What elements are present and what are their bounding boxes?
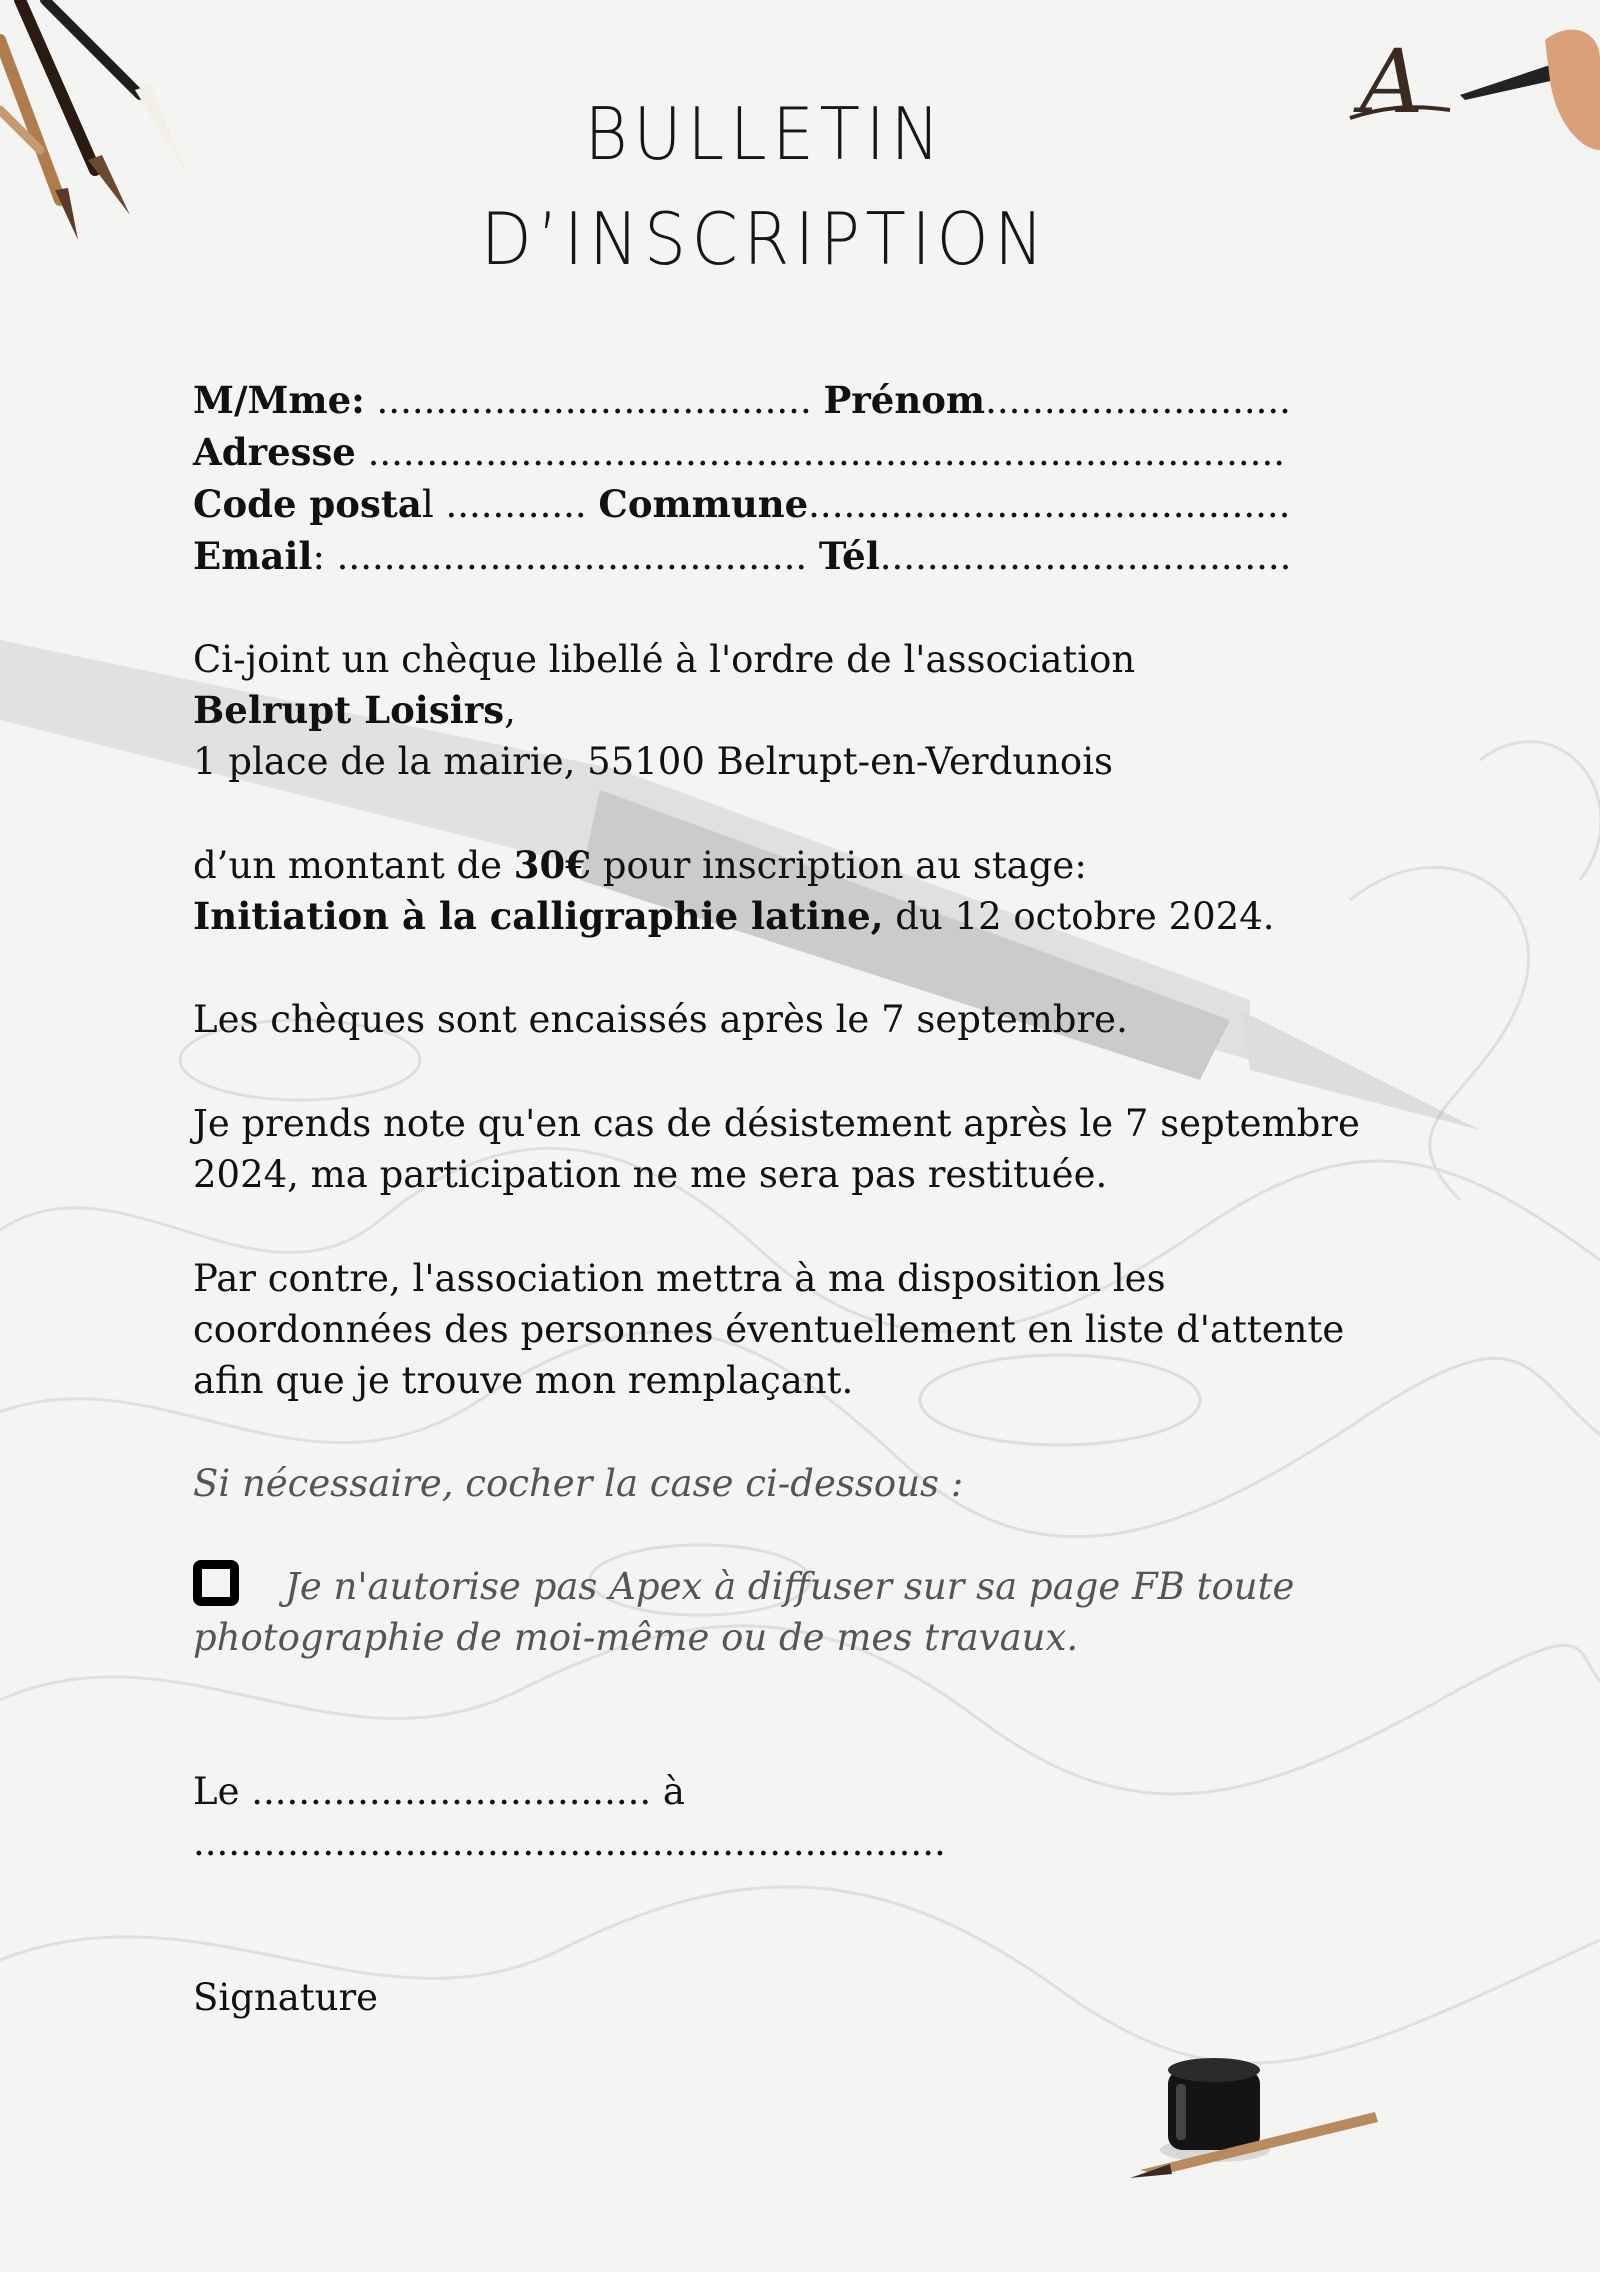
form-row-postal-city xyxy=(193,478,1290,531)
page-title-line-1: BULLETIN xyxy=(584,92,946,176)
course-line xyxy=(193,891,1275,942)
withdrawal-line-2: 2024, ma participation ne me sera pas restituée. xyxy=(193,1153,1108,1196)
phone-field[interactable]: ................................... xyxy=(879,535,1292,578)
postal-code-label: Code posta xyxy=(193,482,422,526)
signature-label: Signature xyxy=(193,1976,379,2019)
cheque-paragraph xyxy=(193,634,1135,787)
photo-consent-text xyxy=(193,1561,1294,1663)
page-title-line-2: D’INSCRIPTION xyxy=(480,197,1050,281)
civility-label: M/Mme: xyxy=(193,378,365,422)
amount-value: 30€ xyxy=(513,843,592,887)
email-colon: : xyxy=(312,535,325,578)
email-field[interactable]: ........................................ xyxy=(324,535,819,578)
address-field[interactable]: .............................................................................. xyxy=(355,431,1285,474)
form-row-email-phone xyxy=(193,530,1291,583)
cheque-line-1: Ci-joint un chèque libellé à l'ordre de l'association xyxy=(193,638,1136,681)
amount-prefix: d’un montant de xyxy=(193,844,514,887)
form-row-address xyxy=(193,426,1285,479)
firstname-field[interactable]: .......................... xyxy=(985,379,1291,422)
amount-paragraph xyxy=(193,840,1275,942)
phone-label: Tél xyxy=(818,534,880,578)
association-name: Belrupt Loisirs xyxy=(193,688,505,732)
city-field[interactable]: ......................................... xyxy=(808,483,1291,526)
amount-suffix: pour inscription au stage: xyxy=(591,844,1087,887)
withdrawal-line-1: Je prends note qu'en cas de désistement après le 7 septembre xyxy=(193,1102,1360,1145)
course-date: du 12 octobre 2024. xyxy=(883,895,1275,938)
date-line[interactable]: Le .................................. à xyxy=(193,1770,685,1813)
association-address: 1 place de la mairie, 55100 Belrupt-en-Verdunois xyxy=(193,740,1114,783)
replacement-line-1: Par contre, l'association mettra à ma disposition les xyxy=(193,1257,1166,1300)
withdrawal-paragraph xyxy=(193,1098,1360,1200)
course-name: Initiation à la calligraphie latine, xyxy=(193,894,884,938)
replacement-line-2: coordonnées des personnes éventuellement en liste d'attente xyxy=(193,1308,1345,1351)
postal-code-field[interactable]: ............ xyxy=(433,483,599,526)
replacement-line-3: afin que je trouve mon remplaçant. xyxy=(193,1359,854,1402)
checkbox-instruction: Si nécessaire, cocher la case ci-dessous : xyxy=(193,1462,964,1505)
amount-line xyxy=(193,840,1275,891)
svg-text:A: A xyxy=(1360,30,1424,133)
photo-consent-line-2: photographie de moi-même ou de mes travaux. xyxy=(193,1616,1079,1659)
civility-field[interactable]: ..................................... xyxy=(364,379,824,422)
photo-consent-line-1: Je n'autorise pas Apex à diffuser sur sa page FB toute xyxy=(285,1565,1295,1608)
address-label: Adresse xyxy=(193,430,356,474)
date-place-field xyxy=(193,1766,946,1868)
email-label: Email xyxy=(193,534,313,578)
place-line[interactable]: ................................................................ xyxy=(193,1821,946,1864)
form-row-name xyxy=(193,374,1291,427)
association-comma: , xyxy=(504,689,516,732)
postal-code-label-end: l xyxy=(421,483,434,526)
city-label: Commune xyxy=(598,482,809,526)
firstname-label: Prénom xyxy=(823,378,986,422)
replacement-paragraph xyxy=(193,1253,1344,1406)
cheque-line-2 xyxy=(193,685,1135,736)
inkwell-pen-illustration xyxy=(1130,2040,1390,2190)
cashing-note: Les chèques sont encaissés après le 7 septembre. xyxy=(193,998,1128,1041)
